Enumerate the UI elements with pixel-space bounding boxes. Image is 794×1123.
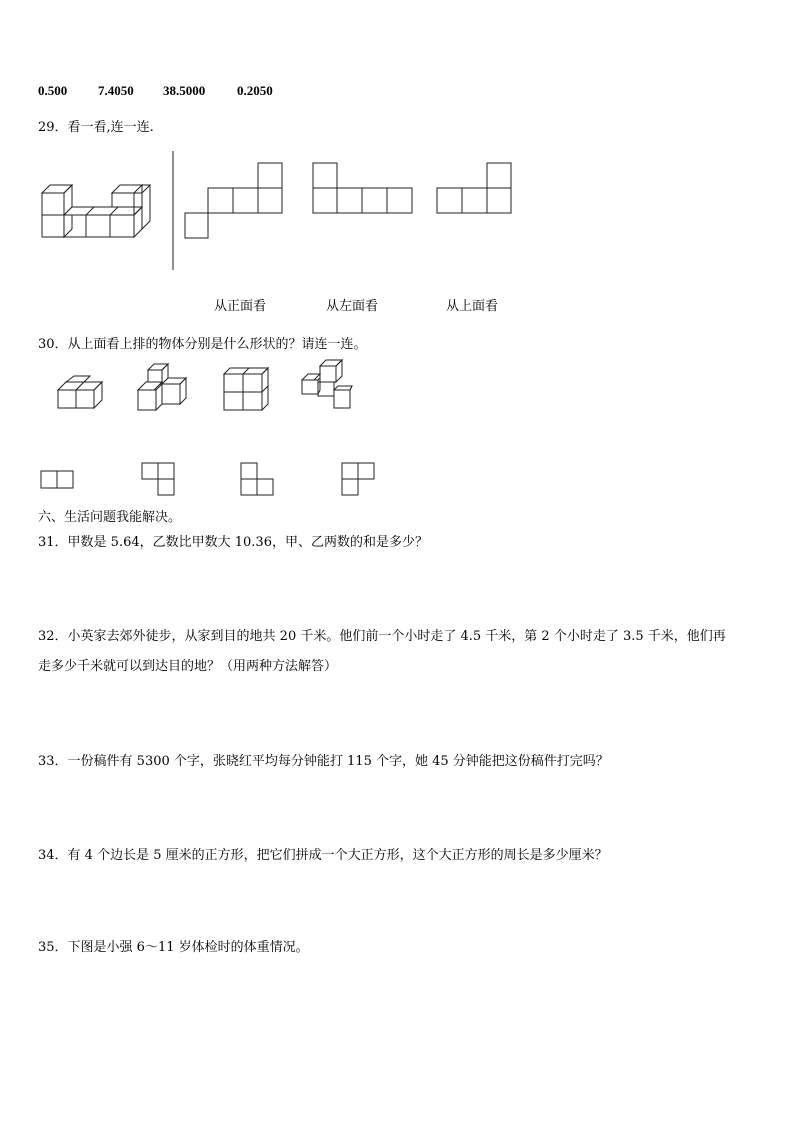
q30-solid-2 (136, 364, 190, 416)
section-6-heading: 六、生活问题我能解决。 (38, 510, 182, 525)
q30-top-view-3 (240, 462, 276, 498)
question-35: 35．下图是小强 6～11 岁体检时的体重情况。 (38, 940, 309, 955)
q30-solid-1 (56, 376, 106, 412)
q29-view-shape-2 (312, 162, 414, 216)
question-29-title: 29．看一看,连一连. (38, 120, 154, 135)
q30-top-view-2 (141, 462, 177, 498)
number-item: 0.500 (38, 83, 68, 98)
q29-view-shape-1 (184, 162, 284, 240)
question-32-line-1: 32．小英家去郊外徒步，从家到目的地共 20 千米。他们前一个小时走了 4.5 千米，第 2 个小时走了 3.5 千米，他们再 (38, 629, 726, 644)
q29-view-shape-3 (436, 162, 514, 216)
question-31: 31．甲数是 5.64，乙数比甲数大 10.36，甲、乙两数的和是多少？ (38, 535, 428, 550)
question-30-title: 30．从上面看上排的物体分别是什么形状的？请连一连。 (38, 337, 367, 352)
question-33: 33．一份稿件有 5300 个字，张晓红平均每分钟能打 115 个字，她 45 分钟能把这份稿件打完吗？ (38, 754, 609, 769)
view-label-left: 从左面看 (326, 299, 379, 314)
q30-top-view-1 (40, 470, 76, 490)
q30-solid-3 (222, 368, 272, 412)
view-label-front: 从正面看 (214, 299, 267, 314)
question-32-line-2: 走多少千米就可以到达目的地？（用两种方法解答） (38, 659, 338, 674)
q30-top-view-4 (341, 462, 377, 498)
view-label-top: 从上面看 (446, 299, 499, 314)
q29-solid-figure (40, 183, 160, 243)
number-item: 38.5000 (163, 83, 206, 98)
number-item: 0.2050 (237, 83, 273, 98)
q29-divider (172, 151, 174, 271)
number-item: 7.4050 (98, 83, 134, 98)
q30-solid-4 (300, 360, 354, 412)
question-34: 34．有 4 个边长是 5 厘米的正方形，把它们拼成一个大正方形，这个大正方形的周长是多少厘米？ (38, 848, 608, 863)
